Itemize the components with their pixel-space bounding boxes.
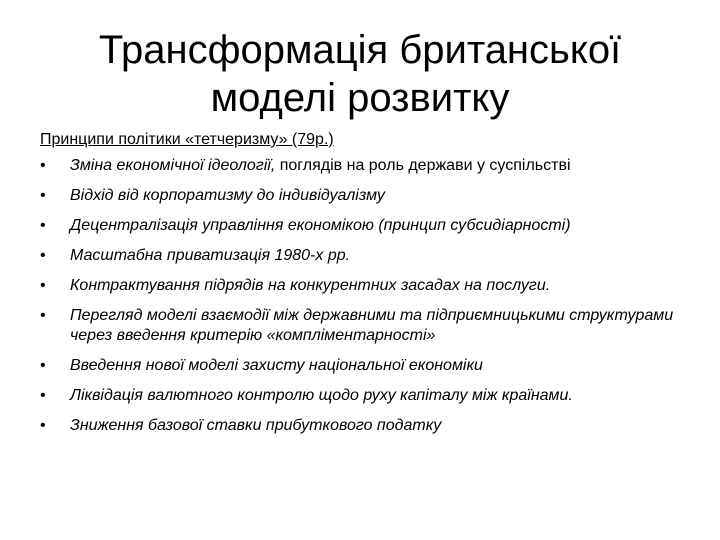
list-item — [40, 416, 690, 436]
bullet-icon: • — [40, 187, 46, 204]
slide-title-line-1: Трансформація британської — [98, 28, 622, 72]
list-item — [40, 216, 690, 236]
list-item-italic-text: Зниження базової ставки прибуткового податку — [70, 417, 442, 434]
slide-content — [40, 130, 690, 446]
list-item-italic-text: Зміна економічної ідеології, — [70, 157, 280, 174]
list-item-italic-text: Ліквідація валютного контролю щодо руху капіталу між країнами. — [70, 387, 573, 404]
bullet-icon: • — [40, 307, 46, 324]
list-item — [40, 186, 690, 206]
list-item — [40, 356, 690, 376]
slide-title-line-2: моделі розвитку — [210, 76, 510, 120]
bullet-icon: • — [40, 387, 46, 404]
list-item-italic-text: Відхід від корпоратизму до індивідуалізму — [70, 187, 385, 204]
principles-list — [40, 156, 690, 436]
bullet-icon: • — [40, 277, 46, 294]
list-item-normal-text: поглядів на роль держави у суспільстві — [279, 157, 571, 174]
list-item — [40, 156, 690, 176]
list-item-italic-text: Введення нової моделі захисту національної економіки — [70, 357, 483, 374]
list-item — [40, 306, 690, 346]
principles-heading: Принципи політики «тетчеризму» (79р.) — [40, 131, 334, 148]
bullet-icon: • — [40, 357, 46, 374]
bullet-icon: • — [40, 247, 46, 264]
list-item-italic-text: Децентралізація управління економікою (принцип субсидіарності) — [70, 217, 571, 234]
bullet-icon: • — [40, 217, 46, 234]
list-item — [40, 276, 690, 296]
list-item — [40, 246, 690, 266]
list-item-italic-text: Контрактування підрядів на конкурентних засадах на послуги. — [70, 277, 551, 294]
bullet-icon: • — [40, 157, 46, 174]
bullet-icon: • — [40, 417, 46, 434]
list-item-italic-text: Масштабна приватизація 1980-х рр. — [70, 247, 351, 264]
slide-title — [40, 26, 680, 122]
list-item — [40, 386, 690, 406]
list-item-italic-text: Перегляд моделі взаємодії між державними та підприємницькими структурами через введення критерію «компліментарності» — [70, 307, 674, 344]
